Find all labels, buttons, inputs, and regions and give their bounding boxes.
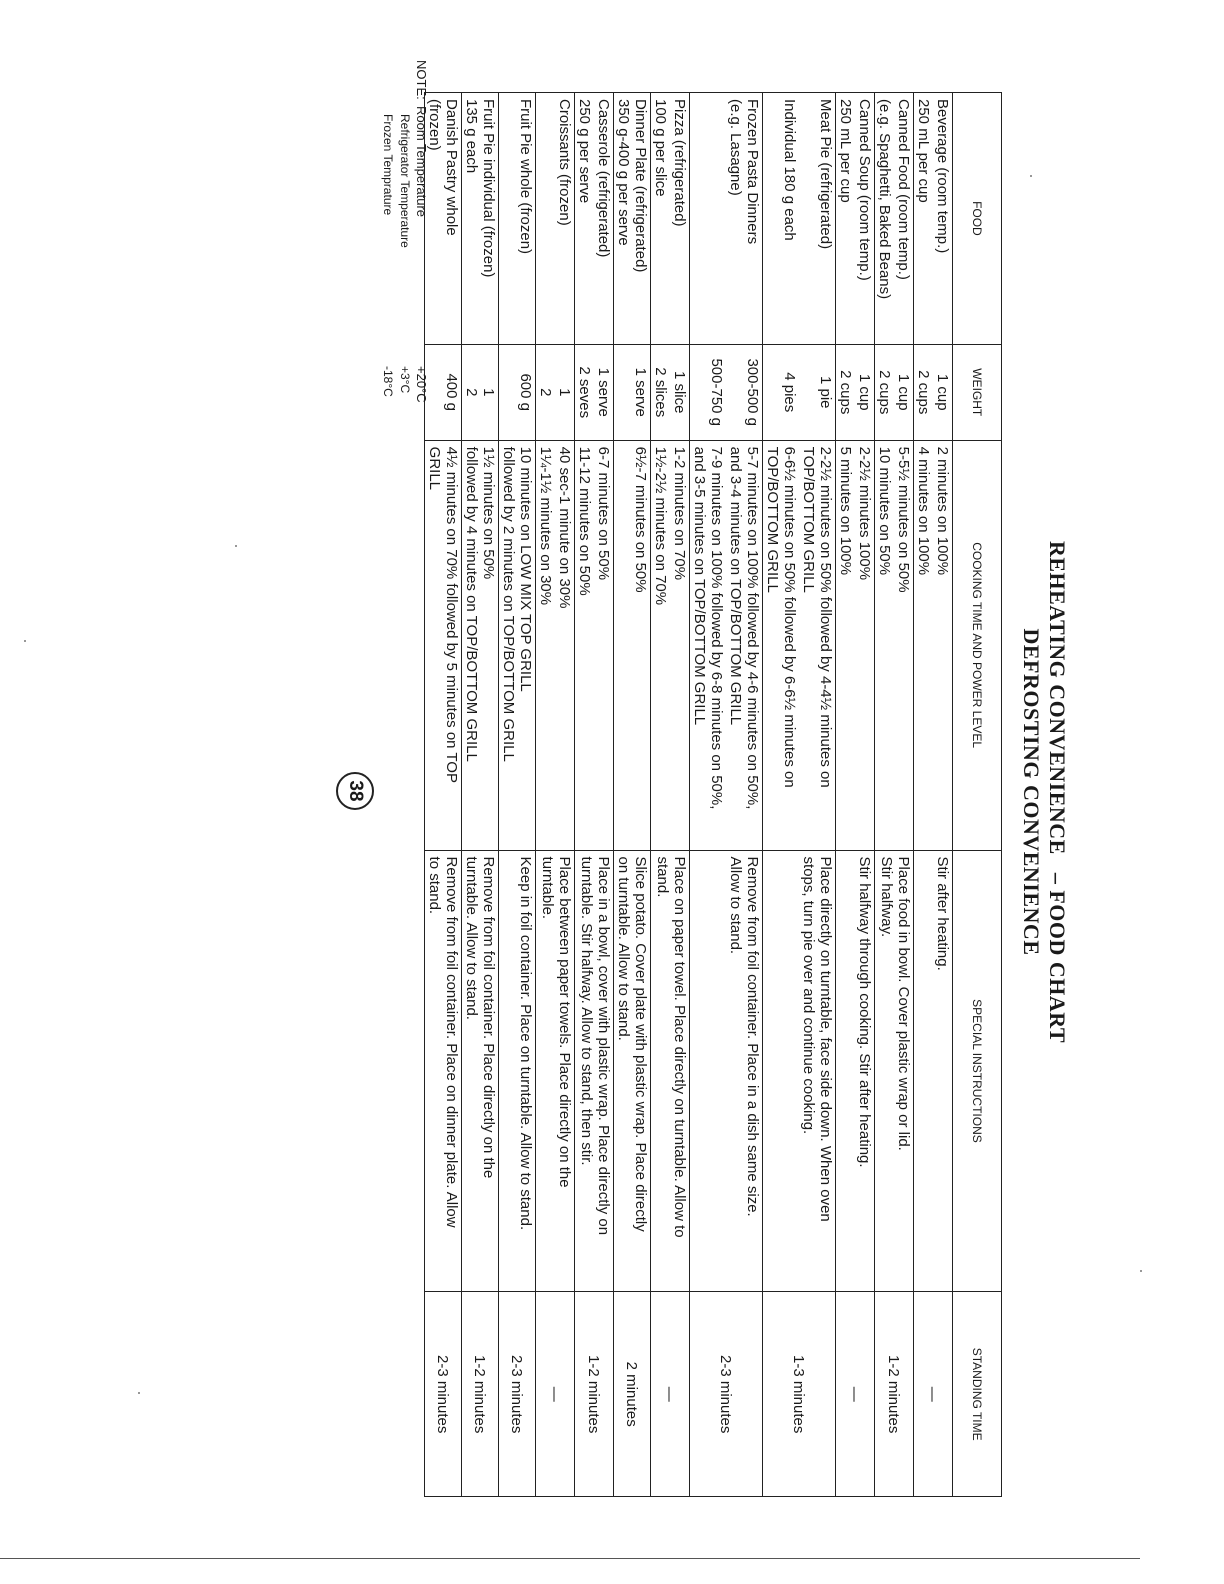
food-cell: 100 g per slice bbox=[651, 93, 671, 345]
food-cell-line: Dinner Plate (refrigerated) bbox=[632, 99, 649, 273]
special-cell bbox=[914, 850, 953, 1292]
cooking-cell-line: 2-2½ minutes on 50% followed by 4-4½ minutes on bbox=[817, 446, 834, 788]
food-cell bbox=[726, 93, 763, 345]
food-cell: Canned Soup (room temp.) bbox=[855, 93, 875, 345]
special-cell-line: Place on paper towel. Place directly on turntable. Allow to bbox=[671, 856, 688, 1238]
cooking-cell: 1-2 minutes on 70% bbox=[670, 440, 690, 850]
food-cell: Pizza (refrigerated) bbox=[670, 93, 690, 345]
note-room-value: +20°C bbox=[414, 366, 429, 403]
title-food-chart: – FOOD CHART bbox=[1045, 872, 1070, 1044]
cooking-cell: 6-7 minutes on 50% bbox=[594, 440, 614, 850]
special-cell-line: Place between paper towels. Place directly on the bbox=[556, 856, 573, 1188]
food-cell bbox=[536, 93, 556, 345]
food-cell bbox=[462, 93, 499, 345]
cooking-cell: 6½-7 minutes on 50% bbox=[614, 440, 651, 850]
standing-cell: 1-2 minutes bbox=[575, 1292, 614, 1497]
weight-cell: 400 g bbox=[425, 344, 462, 440]
special-cell-line: Stir halfway through cooking. Stir after heating. bbox=[856, 856, 873, 1168]
cooking-cell: 40 sec-1 minute on 30% bbox=[555, 440, 575, 850]
table-row bbox=[425, 93, 462, 1497]
table-row bbox=[726, 93, 763, 1497]
food-cell bbox=[425, 93, 462, 345]
food-cell: Croissants (frozen) bbox=[555, 93, 575, 345]
cooking-cell: 2 minutes on 100% bbox=[933, 440, 953, 850]
special-cell-line: turntable. Stir halfway. Allow to stand, then stir. bbox=[578, 856, 595, 1166]
rotated-page bbox=[310, 52, 1070, 1532]
special-cell bbox=[575, 850, 614, 1292]
table-row bbox=[555, 93, 575, 1497]
food-cell: Fruit Pie whole (frozen) bbox=[499, 93, 536, 345]
weight-cell: 2 slices bbox=[651, 344, 671, 440]
note-frozen-name: Frozen Temprature bbox=[381, 114, 395, 216]
cooking-cell-line: GRILL bbox=[426, 446, 443, 491]
table-row bbox=[894, 93, 914, 1497]
cooking-cell-line: TOP/BOTTOM GRILL bbox=[800, 446, 817, 593]
table-row bbox=[933, 93, 953, 1497]
food-cell-line: 135 g each bbox=[463, 99, 480, 174]
note-row-room bbox=[413, 60, 430, 403]
note-label: NOTE: bbox=[414, 60, 429, 100]
special-cell-line: turntable. Allow to stand. bbox=[463, 856, 480, 1020]
special-cell bbox=[836, 850, 875, 1292]
weight-cell: 2 cups bbox=[914, 344, 934, 440]
standing-cell: — bbox=[651, 1292, 690, 1497]
scan-speck bbox=[138, 1392, 140, 1394]
header-food: FOOD bbox=[953, 93, 1002, 345]
special-cell bbox=[499, 850, 536, 1292]
weight-cell: 4 pies bbox=[763, 344, 800, 440]
bottom-rule bbox=[0, 1558, 1140, 1559]
standing-cell: 2-3 minutes bbox=[499, 1292, 536, 1497]
food-cell: (e.g. Spaghetti, Baked Beans) bbox=[875, 93, 895, 345]
cooking-cell: 10 minutes on 50% bbox=[875, 440, 895, 850]
cooking-cell-line: 6-6½ minutes on 50% followed by 6-6½ minutes on bbox=[781, 446, 798, 788]
header-special: SPECIAL INSTRUCTIONS bbox=[953, 850, 1002, 1292]
scan-speck bbox=[1140, 1270, 1142, 1272]
special-cell-line: Remove from foil container. Place in a dish same size. bbox=[744, 856, 761, 1217]
weight-cell: 1 cup bbox=[933, 344, 953, 440]
note-room-name: Room Temperature bbox=[414, 106, 429, 218]
scan-speck bbox=[1030, 175, 1032, 177]
special-cell-line: Stir after heating. bbox=[934, 856, 951, 971]
scan-speck bbox=[235, 545, 237, 547]
cooking-cell bbox=[726, 440, 763, 850]
weight-cell: 1 pie bbox=[799, 344, 836, 440]
cooking-cell: 4 minutes on 100% bbox=[914, 440, 934, 850]
standing-cell: 1-3 minutes bbox=[763, 1292, 836, 1497]
cooking-cell: 1½-2½ minutes on 70% bbox=[651, 440, 671, 850]
food-cell: Beverage (room temp.) bbox=[933, 93, 953, 345]
note-fridge-name: Refrigerator Temperature bbox=[398, 114, 412, 248]
special-cell-line: Place food in bowl. Cover plastic wrap or lid. bbox=[895, 856, 912, 1151]
food-cell bbox=[614, 93, 651, 345]
special-cell bbox=[536, 850, 575, 1292]
title-main: REHEATING CONVENIENCE bbox=[1045, 540, 1070, 855]
note-row-frozen bbox=[379, 60, 396, 403]
title-defrosting: DEFROSTING CONVENIENCE bbox=[1019, 628, 1044, 956]
special-cell-line: Place directly on turntable, face side down. When oven bbox=[817, 856, 834, 1222]
header-weight: WEIGHT bbox=[953, 344, 1002, 440]
food-cell-line: Frozen Pasta Dinners bbox=[744, 99, 761, 245]
cooking-cell bbox=[462, 440, 499, 850]
weight-cell: 2 bbox=[536, 344, 556, 440]
food-cell-line: Fruit Pie individual (frozen) bbox=[480, 99, 497, 278]
food-cell-line: 350 g-400 g per serve bbox=[615, 99, 632, 246]
note-fridge-value: +3°C bbox=[398, 366, 412, 394]
weight-cell: 1 slice bbox=[670, 344, 690, 440]
weight-cell: 1 cup bbox=[894, 344, 914, 440]
cooking-cell-line: 10 minutes on LOW MIX TOP GRILL bbox=[517, 446, 534, 692]
special-cell-line: to stand. bbox=[426, 856, 443, 915]
table-row bbox=[614, 93, 651, 1497]
food-cell: Canned Food (room temp.) bbox=[894, 93, 914, 345]
weight-cell: 1 serve bbox=[594, 344, 614, 440]
weight-cell: 600 g bbox=[499, 344, 536, 440]
header-row bbox=[953, 93, 1002, 1497]
special-cell bbox=[690, 850, 763, 1292]
table-row bbox=[499, 93, 536, 1497]
standing-cell: — bbox=[914, 1292, 953, 1497]
food-cell: 250 g per serve bbox=[575, 93, 595, 345]
weight-cell: 1 cup bbox=[855, 344, 875, 440]
cooking-cell-line: and 3-5 minutes on TOP/BOTTOM GRILL bbox=[691, 446, 708, 726]
weight-cell: 300-500 g bbox=[726, 344, 763, 440]
special-cell-line: stand. bbox=[654, 856, 671, 898]
special-cell-line: Allow to stand. bbox=[727, 856, 744, 955]
standing-cell: 2-3 minutes bbox=[690, 1292, 763, 1497]
food-cell: Individual 180 g each bbox=[763, 93, 800, 345]
weight-cell: 500-750 g bbox=[690, 344, 727, 440]
cooking-cell-line: followed by 4 minutes on TOP/BOTTOM GRILL bbox=[463, 446, 480, 762]
cooking-cell bbox=[425, 440, 462, 850]
standing-cell: — bbox=[536, 1292, 575, 1497]
cooking-cell: 11-12 minutes on 50% bbox=[575, 440, 595, 850]
special-cell-line: Slice potato. Cover plate with plastic wrap. Place directly bbox=[632, 856, 649, 1232]
food-cell-line: (frozen) bbox=[426, 99, 443, 151]
weight-cell: 1 2 bbox=[462, 344, 499, 440]
special-cell bbox=[425, 850, 462, 1292]
standing-cell: 1-2 minutes bbox=[875, 1292, 914, 1497]
cooking-cell-line: TOP/BOTTOM GRILL bbox=[764, 446, 781, 593]
note-row-fridge bbox=[396, 60, 413, 403]
special-cell bbox=[763, 850, 836, 1292]
page-number: 38 bbox=[336, 772, 374, 810]
special-cell-line: turntable. bbox=[539, 856, 556, 920]
special-cell bbox=[651, 850, 690, 1292]
table-row bbox=[462, 93, 499, 1497]
cooking-cell-line: followed by 2 minutes on TOP/BOTTOM GRILL bbox=[500, 446, 517, 762]
standing-cell: — bbox=[836, 1292, 875, 1497]
special-cell-line: Keep in foil container. Place on turntable. Allow to stand. bbox=[517, 856, 534, 1231]
table-row bbox=[855, 93, 875, 1497]
special-cell bbox=[462, 850, 499, 1292]
standing-cell: 2-3 minutes bbox=[425, 1292, 462, 1497]
table-row bbox=[594, 93, 614, 1497]
cooking-cell: 5-5½ minutes on 50% bbox=[894, 440, 914, 850]
weight-cell: 2 seves bbox=[575, 344, 595, 440]
temperature-note bbox=[379, 60, 430, 403]
cooking-cell: 2-2½ minutes 100% bbox=[855, 440, 875, 850]
weight-cell: 1 serve bbox=[614, 344, 651, 440]
food-cell bbox=[690, 93, 727, 345]
note-frozen-value: -18°C bbox=[381, 366, 395, 397]
food-cell-line: Danish Pastry whole bbox=[443, 99, 460, 236]
weight-cell: 2 cups bbox=[875, 344, 895, 440]
food-cell: Meat Pie (refrigerated) bbox=[799, 93, 836, 345]
scan-speck bbox=[24, 640, 26, 642]
cooking-cell bbox=[799, 440, 836, 850]
cooking-cell bbox=[499, 440, 536, 850]
title-reheating bbox=[1044, 52, 1070, 1532]
special-cell bbox=[614, 850, 651, 1292]
special-cell-line: Remove from foil container. Place directly on the bbox=[480, 856, 497, 1179]
special-cell-line: stops, turn pie over and continue cooking. bbox=[800, 856, 817, 1135]
special-cell-line: Place in a bowl, cover with plastic wrap. Place directly on bbox=[595, 856, 612, 1236]
special-cell bbox=[875, 850, 914, 1292]
cooking-cell: 5 minutes on 100% bbox=[836, 440, 856, 850]
food-cell: 250 mL per cup bbox=[836, 93, 856, 345]
cooking-cell-line: 5-7 minutes on 100% followed by 4-6 minutes on 50%, bbox=[744, 446, 761, 810]
header-cooking: COOKING TIME AND POWER LEVEL bbox=[953, 440, 1002, 850]
cooking-cell-line: 1½ minutes on 50% bbox=[480, 446, 497, 580]
weight-cell: 1 bbox=[555, 344, 575, 440]
special-cell-line: on turntable. Allow to stand. bbox=[615, 856, 632, 1041]
cooking-cell-line: 4½ minutes on 70% followed by 5 minutes on TOP bbox=[443, 446, 460, 783]
cooking-cell bbox=[763, 440, 800, 850]
table-row bbox=[670, 93, 690, 1497]
cooking-cell-line: 7-9 minutes on 100% followed by 6-8 minutes on 50%, bbox=[708, 446, 725, 810]
cooking-cell-line: and 3-4 minutes on TOP/BOTTOM GRILL bbox=[727, 446, 744, 726]
food-chart-table bbox=[424, 92, 1002, 1497]
table-row bbox=[799, 93, 836, 1497]
special-cell-line: Remove from foil container. Place on dinner plate. Allow bbox=[443, 856, 460, 1228]
weight-cell: 2 cups bbox=[836, 344, 856, 440]
food-cell: Casserole (refrigerated) bbox=[594, 93, 614, 345]
header-standing: STANDING TIME bbox=[953, 1292, 1002, 1497]
table-body bbox=[425, 93, 953, 1497]
food-cell-line: (e.g. Lasagne) bbox=[727, 99, 744, 196]
food-cell: 250 mL per cup bbox=[914, 93, 934, 345]
special-cell-line: Stir halfway. bbox=[878, 856, 895, 938]
cooking-cell: 1¼-1½ minutes on 30% bbox=[536, 440, 556, 850]
standing-cell: 1-2 minutes bbox=[462, 1292, 499, 1497]
cooking-cell bbox=[690, 440, 727, 850]
standing-cell: 2 minutes bbox=[614, 1292, 651, 1497]
